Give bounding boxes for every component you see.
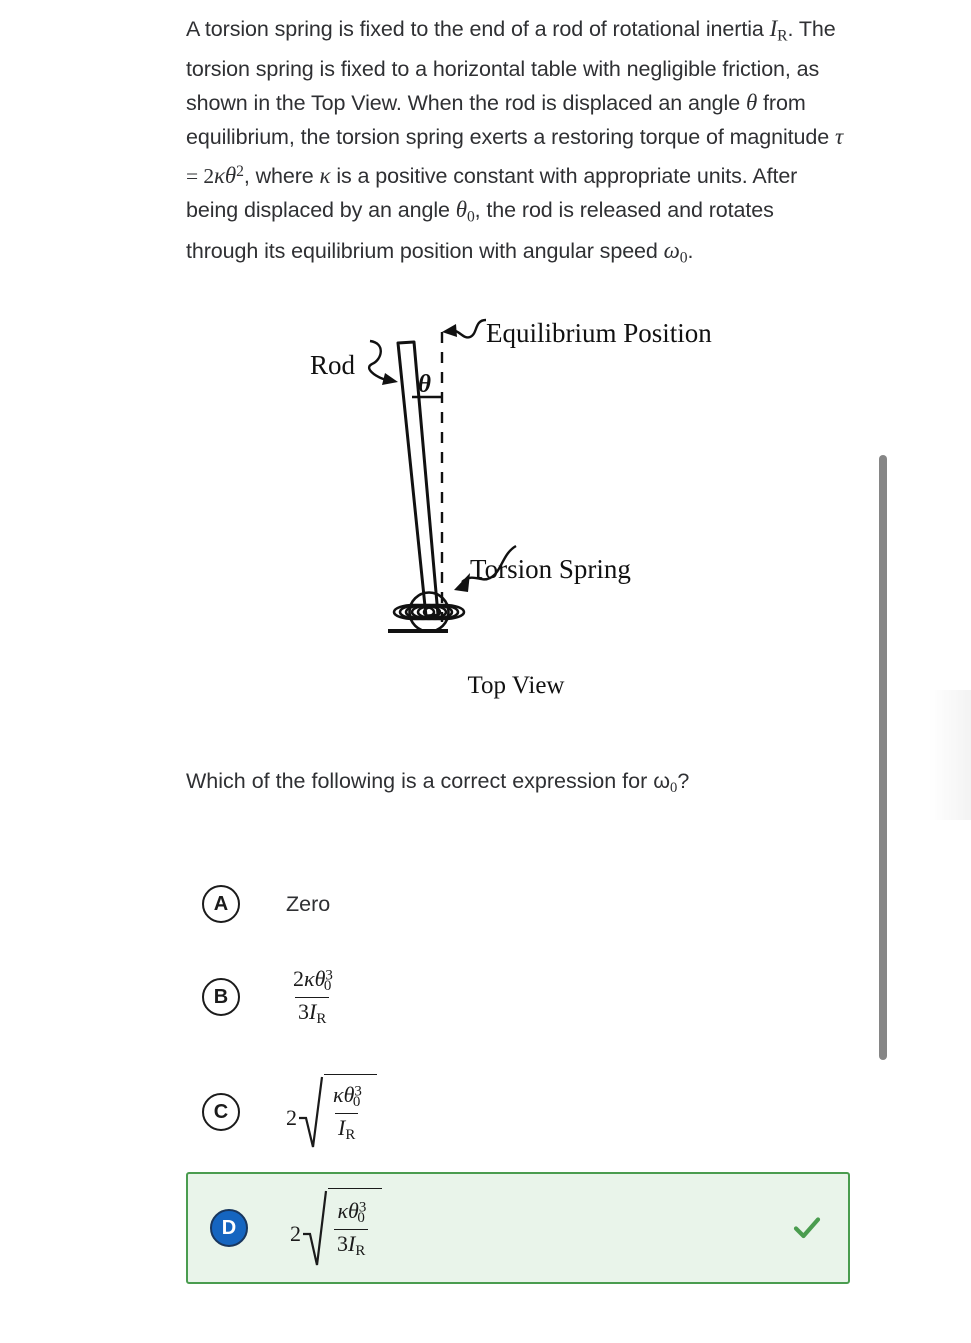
fraction-denominator-b: $3I_R$ — [295, 997, 329, 1028]
rod-label: Rod — [310, 350, 356, 380]
symbol-theta-squared: $\theta^2$ — [224, 162, 244, 188]
fraction-d — [330, 1199, 372, 1260]
torsion-arrow-head — [454, 573, 470, 592]
radical-d — [302, 1188, 382, 1268]
symbol-coefficient-two: 2 — [203, 163, 214, 188]
fraction-b — [286, 967, 338, 1028]
option-content-d — [290, 1188, 382, 1268]
symbol-kappa: κ — [213, 162, 225, 188]
symbol-rotational-inertia: $I_R$ — [769, 16, 788, 45]
equilibrium-arrow-head — [442, 324, 457, 337]
radical-c — [298, 1074, 377, 1150]
torsion-spring-label: Torsion Spring — [470, 554, 631, 584]
radical-content-c — [324, 1074, 377, 1150]
page-edge-shadow — [929, 690, 971, 820]
fraction-numerator-c: $\kappa\theta^3_0$ — [333, 1081, 362, 1110]
option-expression-b — [286, 967, 338, 1028]
radical-sign-icon-d — [302, 1188, 328, 1268]
stem-text-5: is a positive constant with appropriate units. After being displaced by an angle — [186, 163, 798, 222]
answer-option-d[interactable] — [186, 1172, 850, 1284]
fraction-c — [326, 1083, 367, 1144]
stem-text-4: , where — [243, 163, 320, 188]
option-badge-a[interactable]: A — [202, 885, 240, 923]
stem-text-7: . — [687, 238, 694, 263]
answer-option-a[interactable] — [186, 866, 850, 942]
answer-option-c[interactable] — [186, 1052, 850, 1172]
vertical-scrollbar-thumb[interactable] — [879, 455, 887, 1060]
option-badge-b[interactable]: B — [202, 978, 240, 1016]
answer-option-b[interactable] — [186, 942, 850, 1052]
symbol-kappa-2: κ — [319, 162, 331, 188]
option-expression-d — [290, 1188, 382, 1268]
symbol-theta-zero: $\theta_0$ — [455, 196, 475, 226]
symbol-tau: τ — [835, 124, 844, 150]
vertical-scrollbar-track[interactable] — [879, 455, 887, 1060]
symbol-omega-zero: $\omega_0$ — [663, 237, 688, 266]
stem-text-1: A torsion spring is fixed to the end of a rod of rotational inertia — [186, 17, 770, 41]
fraction-denominator-c: $I_R$ — [335, 1113, 358, 1144]
angle-theta-label: θ — [418, 371, 431, 398]
stem-text-2: . The torsion spring is fixed to a horizontal table with negligible friction, as shown in the Top View. When the rod is displaced an angle — [186, 17, 836, 115]
prompt-text-1: Which of the following is a correct expression for — [186, 769, 654, 793]
rod-leader-arrow — [369, 341, 386, 380]
correct-answer-check-icon — [792, 1213, 822, 1243]
option-badge-c[interactable]: C — [202, 1093, 240, 1131]
stem-text-6: , the rod is released and rotates through its equilibrium position with angular speed — [186, 197, 774, 263]
option-expression-c — [286, 1074, 377, 1150]
equilibrium-position-label: Equilibrium Position — [486, 318, 712, 348]
option-content-b — [286, 967, 338, 1028]
symbol-theta: θ — [745, 89, 758, 115]
fraction-denominator-d: $3I_R$ — [334, 1229, 368, 1260]
sqrt-coefficient-d: 2 — [290, 1221, 301, 1246]
option-text-a: Zero — [286, 891, 331, 916]
radical-content-d — [328, 1188, 382, 1268]
radical-sign-icon-c — [298, 1074, 324, 1150]
prompt-text-2: ? — [677, 769, 690, 793]
physics-diagram — [186, 310, 846, 710]
option-badge-d[interactable]: D — [210, 1209, 248, 1247]
symbol-equals: = — [186, 163, 204, 188]
option-content-c — [286, 1074, 377, 1150]
rod-arrow-head — [382, 373, 398, 385]
fraction-numerator-b: $2\kappa\theta^3_0$ — [293, 965, 333, 994]
answer-options-list — [186, 866, 850, 1284]
question-stem — [186, 12, 846, 274]
option-content-a — [286, 892, 330, 917]
question-prompt — [186, 765, 846, 805]
fraction-numerator-d: $\kappa\theta^3_0$ — [337, 1197, 367, 1226]
symbol-omega-zero-prompt: $\omega_0$ — [653, 769, 678, 797]
figure-caption: Top View — [467, 672, 565, 699]
stem-text-3: from equilibrium, the torsion spring exerts a restoring torque of magnitude — [186, 90, 835, 150]
sqrt-coefficient-c: 2 — [286, 1105, 297, 1130]
